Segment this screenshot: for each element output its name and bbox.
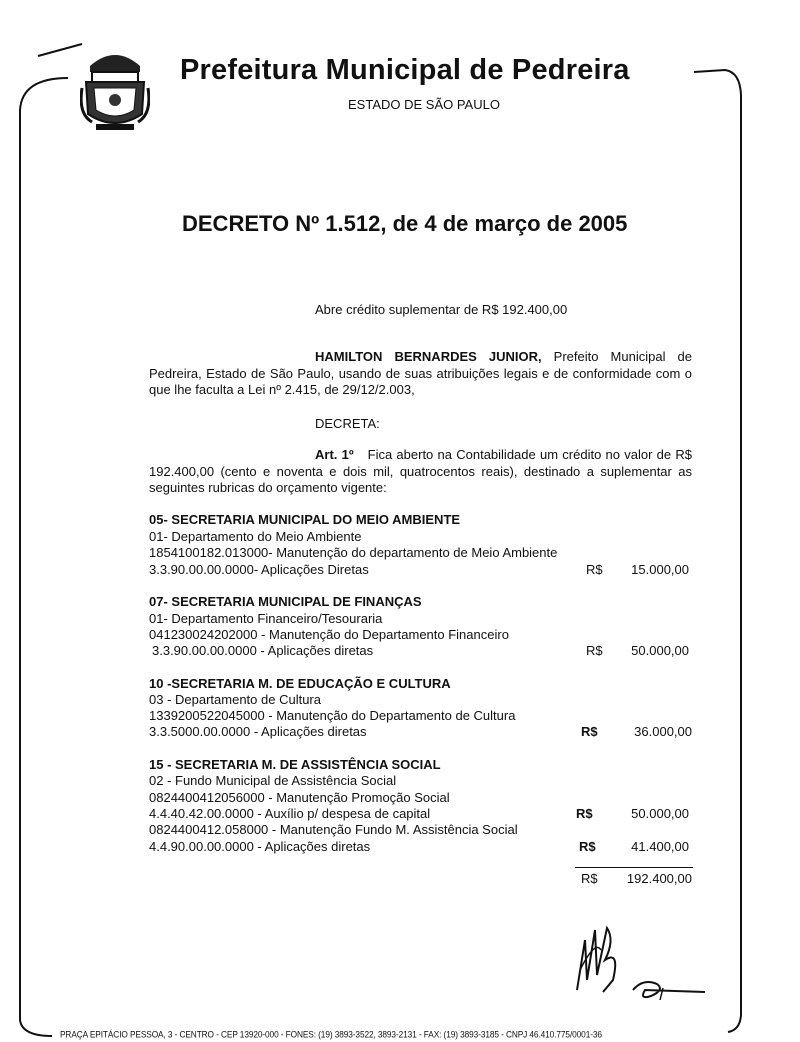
section-line: 03 - Departamento de Cultura <box>149 692 321 707</box>
section-title: 05- SECRETARIA MUNICIPAL DO MEIO AMBIENTE <box>149 512 461 527</box>
amount: 50.000,00 <box>631 806 689 821</box>
section-line: 041230024202000 - Manutenção do Departamento Financeiro <box>149 627 509 642</box>
section-title: 15 - SECRETARIA M. DE ASSISTÊNCIA SOCIAL <box>149 757 441 772</box>
preamble <box>149 349 692 399</box>
signature <box>565 920 715 1010</box>
decree-title: DECRETO Nº 1.512, de 4 de março de 2005 <box>182 211 628 236</box>
total-currency: R$ <box>581 871 598 886</box>
article-1 <box>149 447 692 497</box>
amount: 41.400,00 <box>631 839 689 854</box>
decreta-label: DECRETA: <box>315 416 380 431</box>
section-line: 4.4.90.00.00.0000 - Aplicações diretas <box>149 839 371 854</box>
currency: R$ <box>586 562 603 577</box>
article-text: Fica aberto na Contabilidade um crédito no valor de R$ 192.400,00 (cento e noventa e dois mil, quatrocentos reais), destinado a suplementar as seguintes rubricas do orçamento vigente: <box>149 447 693 495</box>
section-line: 0824400412056000 - Manutenção Promoção Social <box>149 790 450 805</box>
header-title: Prefeitura Municipal de Pedreira <box>180 54 630 86</box>
header-subtitle: ESTADO DE SÃO PAULO <box>348 97 500 112</box>
currency: R$ <box>581 724 598 739</box>
section-line: 4.4.40.42.00.0000 - Auxílio p/ despesa de capital <box>149 806 431 821</box>
total-divider <box>575 867 693 868</box>
article-label: Art. 1º <box>315 447 354 462</box>
section-line: 01- Departamento do Meio Ambiente <box>149 529 362 544</box>
amount: 36.000,00 <box>634 724 692 739</box>
currency: R$ <box>576 806 593 821</box>
currency: R$ <box>579 839 596 854</box>
section-line: 3.3.5000.00.0000 - Aplicações diretas <box>149 724 367 739</box>
amount: 50.000,00 <box>631 643 689 658</box>
section-line: 3.3.90.00.00.0000 - Aplicações diretas <box>152 643 374 658</box>
section-line: 01- Departamento Financeiro/Tesouraria <box>149 611 383 626</box>
amount: 15.000,00 <box>631 562 689 577</box>
currency: R$ <box>586 643 603 658</box>
ementa: Abre crédito suplementar de R$ 192.400,00 <box>315 302 568 317</box>
total-amount: 192.400,00 <box>626 871 692 886</box>
municipal-crest-logo <box>80 44 150 134</box>
section-title: 10 -SECRETARIA M. DE EDUCAÇÃO E CULTURA <box>149 676 451 691</box>
section-line: 0824400412.058000 - Manutenção Fundo M. Assistência Social <box>149 822 518 837</box>
section-line: 1854100182.013000- Manutenção do departamento de Meio Ambiente <box>149 545 558 560</box>
section-title: 07- SECRETARIA MUNICIPAL DE FINANÇAS <box>149 594 422 609</box>
preamble-text: Prefeito Municipal de Pedreira, Estado de São Paulo, usando de suas atribuições legais e de conformidade com o que lhe faculta a Lei nº 2.415, de 29/12/2.003, <box>149 349 692 397</box>
section-line: 02 - Fundo Municipal de Assistência Social <box>149 773 397 788</box>
mayor-name: HAMILTON BERNARDES JUNIOR, <box>315 349 542 364</box>
section-line: 1339200522045000 - Manutenção do Departamento de Cultura <box>149 708 516 723</box>
section-line: 3.3.90.00.00.0000- Aplicações Diretas <box>149 562 369 577</box>
footer-address: PRAÇA EPITÁCIO PESSOA, 3 - CENTRO - CEP 13920-000 - FONES: (19) 3893-3522, 3893-2131 - FAX: (19) 3893-3185 - CNPJ 46.410.775/0001-36 <box>60 1028 602 1040</box>
